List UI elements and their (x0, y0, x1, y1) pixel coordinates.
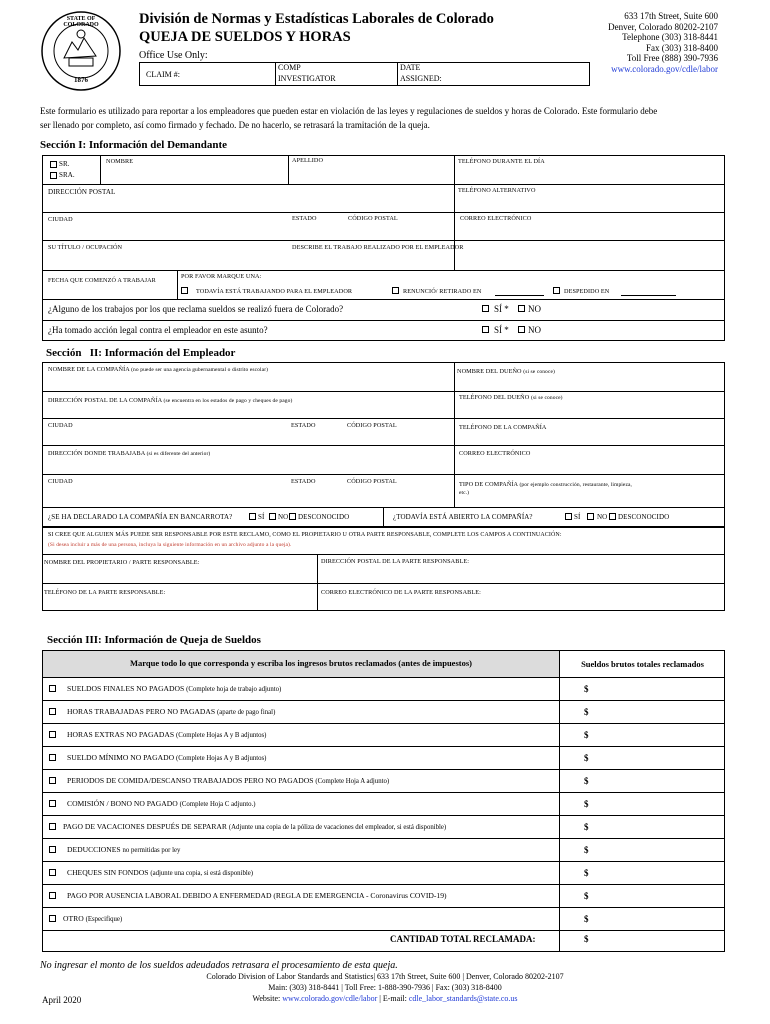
company-city-label: CIUDAD (48, 422, 73, 429)
work-address-text: DIRECCIÓN DONDE TRABAJABA (48, 450, 145, 457)
fired-label: DESPEDIDO EN (564, 288, 610, 295)
last-name-label: APELLIDO (292, 157, 324, 164)
responsible-party-note: (Si desea incluir a más de una persona, incluya la siguiente información en un archivo adjunto a la queja). (48, 542, 292, 548)
seal-text: STATE OF COLORADO (63, 16, 99, 28)
open-yes-checkbox[interactable] (565, 513, 572, 520)
company-address-note: (se encuentra en los estados de pago y cheques de pago) (163, 398, 293, 404)
gross-wages-header: Sueldos brutos totales reclamados (581, 659, 704, 669)
wage-item-checkbox[interactable] (49, 731, 56, 738)
owner-phone-note: (si se conoce) (530, 395, 563, 401)
address-line1: 633 17th Street, Suite 600 (624, 11, 718, 21)
wage-amount-field[interactable]: $ (584, 799, 589, 809)
wage-item-title: OTRO (63, 914, 84, 923)
date-label: DATE (400, 63, 421, 72)
bankruptcy-no-checkbox[interactable] (269, 513, 276, 520)
wage-item-title: SUELDOS FINALES NO PAGADOS (67, 684, 185, 693)
quit-checkbox[interactable] (392, 287, 399, 294)
company-zip-label: CÓDIGO POSTAL (347, 422, 397, 429)
still-open-question: ¿TODAVÍA ESTÁ ABIERTO LA COMPAÑÍA? (393, 513, 533, 521)
fired-checkbox[interactable] (553, 287, 560, 294)
wage-item-checkbox[interactable] (49, 754, 56, 761)
telephone: Telephone (303) 318-8441 (622, 32, 718, 42)
responsible-phone-label: TELÉFONO DE LA PARTE RESPONSABLE: (44, 589, 166, 596)
total-claimed-label: CANTIDAD TOTAL RECLAMADA: (390, 934, 536, 944)
wage-item-checkbox[interactable] (49, 800, 56, 807)
bankruptcy-unknown-label: DESCONOCIDO (298, 513, 350, 521)
responsible-party-table (42, 527, 725, 611)
email-label-footer: | E-mail: (379, 994, 407, 1003)
wage-amount-field[interactable]: $ (584, 914, 589, 924)
fired-date-line[interactable] (621, 295, 676, 296)
wage-table-header-text: Marque todo lo que corresponda y escriba los ingresos brutos reclamados (antes de impuestos) (130, 658, 472, 668)
section2-title: Sección II: Información del Empleador (46, 347, 236, 359)
wage-amount-field[interactable]: $ (584, 845, 589, 855)
owner-name-note: (si se conoce) (523, 369, 555, 375)
wage-item-note: (Complete hoja de trabajo adjunto) (186, 686, 282, 693)
q2-no-label: NO (528, 325, 541, 335)
company-address-label (48, 397, 292, 404)
office-use-label: Office Use Only: (139, 50, 208, 61)
q1-no-checkbox[interactable] (518, 305, 525, 312)
responsible-name-label: NOMBRE DEL PROPIETARIO / PARTE RESPONSABLE: (44, 559, 200, 566)
wage-item-checkbox[interactable] (49, 846, 56, 853)
work-description-label: DESCRIBE EL TRABAJO REALIZADO POR EL EMPLEADOR (292, 244, 464, 251)
wage-amount-field[interactable]: $ (584, 822, 589, 832)
company-city-label-2: CIUDAD (48, 478, 73, 485)
wage-item-title: COMISIÓN / BONO NO PAGADO (67, 799, 178, 808)
legal-action-question: ¿Ha tomado acción legal contra el empleador en este asunto? (48, 325, 268, 335)
wage-item-label (67, 891, 447, 900)
wage-item-label (63, 914, 122, 923)
wage-item-note: (Adjunte una copia de la póliza de vacaciones del empleador, si está disponible) (228, 824, 447, 831)
toll-free: Toll Free (888) 390-7936 (626, 53, 718, 63)
company-name-note: (no puede ser una agencia gubernamental o distrito escolar) (131, 367, 269, 373)
company-state-label: ESTADO (291, 422, 316, 429)
wage-item-title: PAGO DE VACACIONES DESPUÉS DE SEPARAR (63, 822, 227, 831)
footer-web (0, 994, 770, 1003)
wage-amount-field[interactable]: $ (584, 776, 589, 786)
wage-item-title: PERIODOS DE COMIDA/DESCANSO TRABAJADOS PERO NO PAGADOS (67, 776, 314, 785)
still-working-checkbox[interactable] (181, 287, 188, 294)
start-date-label: FECHA QUE COMENZÓ A TRABAJAR (48, 277, 156, 284)
wage-item-note: (aparte de pago final) (217, 709, 276, 716)
footer-email-link[interactable]: cdle_labor_standards@state.co.us (408, 994, 518, 1003)
assigned-label: ASSIGNED: (400, 74, 442, 83)
footer-phones: Main: (303) 318-8441 | Toll Free: 1-888-390-7936 | Fax: (303) 318-8400 (268, 983, 502, 992)
bankruptcy-yes-label: SÍ (258, 513, 265, 521)
wage-item-label (67, 776, 389, 785)
wage-row-divider (42, 861, 725, 862)
wage-item-note: (Complete Hoja C adjunto.) (179, 801, 256, 808)
q2-no-checkbox[interactable] (518, 326, 525, 333)
wage-amount-field[interactable]: $ (584, 730, 589, 740)
open-unknown-checkbox[interactable] (609, 513, 616, 520)
open-unknown-label: DESCONOCIDO (618, 513, 670, 521)
wage-amount-field[interactable]: $ (584, 684, 589, 694)
wage-row-divider (42, 884, 725, 885)
q2-yes-checkbox[interactable] (482, 326, 489, 333)
wage-item-note: (Complete Hojas A y B adjuntos) (176, 732, 267, 739)
responsible-address-label: DIRECCIÓN POSTAL DE LA PARTE RESPONSABLE: (321, 558, 470, 565)
wage-item-checkbox[interactable] (49, 823, 56, 830)
q1-yes-checkbox[interactable] (482, 305, 489, 312)
wage-item-note: (Complete Hojas A y B adjuntos) (176, 755, 267, 762)
form-title-line2: QUEJA DE SUELDOS Y HORAS (139, 29, 351, 45)
wage-amount-field[interactable]: $ (584, 891, 589, 901)
fax: Fax (303) 318-8400 (646, 42, 718, 53)
open-no-label: NO (597, 513, 608, 521)
owner-phone-text: TELÉFONO DEL DUEÑO (459, 394, 530, 401)
wage-item-label (63, 822, 446, 831)
wage-item-checkbox[interactable] (49, 685, 56, 692)
company-name-label (48, 366, 268, 373)
owner-phone-label (459, 394, 563, 401)
bankruptcy-question: ¿SE HA DECLARADO LA COMPAÑÍA EN BANCARROTA? (48, 513, 233, 521)
wage-item-label (67, 707, 275, 716)
bankruptcy-yes-checkbox[interactable] (249, 513, 256, 520)
sr-label: SR. (59, 160, 70, 168)
wage-row-divider (42, 769, 725, 770)
wage-item-title: HORAS TRABAJADAS PERO NO PAGADAS (67, 707, 216, 716)
wage-item-checkbox[interactable] (49, 777, 56, 784)
agency-address (608, 11, 718, 74)
open-yes-label: SÍ (574, 513, 581, 521)
wage-item-title: HORAS EXTRAS NO PAGADAS (67, 730, 175, 739)
address-line2: Denver, Colorado 80202-2107 (608, 21, 718, 32)
email-label: CORREO ELECTRÓNICO (460, 215, 532, 222)
open-no-checkbox[interactable] (587, 513, 594, 520)
state-seal (40, 10, 122, 92)
company-type-note: (por ejemplo construcción, restaurante, limpieza, (519, 482, 633, 488)
office-use-table (139, 62, 590, 86)
work-address-note: (si es diferente del anterior) (146, 451, 211, 457)
first-name-label: NOMBRE (106, 158, 134, 165)
wage-item-checkbox[interactable] (49, 869, 56, 876)
zip-label: CÓDIGO POSTAL (348, 215, 398, 222)
company-address-text: DIRECCIÓN POSTAL DE LA COMPAÑÍA (48, 397, 162, 404)
company-email-label: CORREO ELECTRÓNICO (459, 450, 531, 457)
alt-phone-label: TELÉFONO ALTERNATIVO (458, 187, 536, 194)
wage-row-divider (42, 907, 725, 908)
owner-name-text: NOMBRE DEL DUEÑO (457, 368, 522, 375)
wage-item-label (67, 845, 180, 854)
total-dollar: $ (584, 934, 589, 944)
company-type-label (459, 481, 632, 488)
wage-item-note: (adjunte una copia, si está disponible) (150, 870, 254, 877)
footer-note: No ingresar el monto de los sueldos adeudados retrasara el procesamiento de esta queja. (40, 960, 398, 971)
still-working-label: TODAVÍA ESTÁ TRABAJANDO PARA EL EMPLEADOR (196, 288, 353, 295)
section3-title: Sección III: Información de Queja de Sueldos (47, 634, 261, 646)
wage-item-title: DEDUCCIONES (67, 845, 121, 854)
wage-item-note: (Complete Hoja A adjunto) (315, 778, 390, 785)
quit-label: RENUNCIÓ/ RETIRADO EN (403, 288, 482, 295)
company-type-text: TIPO DE COMPAÑÍA (459, 481, 518, 488)
wage-item-label (67, 730, 266, 739)
mark-one-label: POR FAVOR MARQUE UNA: (181, 273, 262, 280)
wage-row-divider (42, 746, 725, 747)
wage-row-divider (42, 838, 725, 839)
responsible-email-label: CORREO ELECTRÓNICO DE LA PARTE RESPONSABLE: (321, 589, 481, 596)
wage-amount-field[interactable]: $ (584, 707, 589, 717)
footer-website-link[interactable]: www.colorado.gov/cdle/labor (282, 994, 378, 1003)
bankruptcy-unknown-checkbox[interactable] (289, 513, 296, 520)
sr-checkbox[interactable] (50, 161, 57, 168)
wage-amount-field[interactable]: $ (584, 868, 589, 878)
section1-title: Sección I: Información del Demandante (40, 139, 227, 151)
wage-row-divider (42, 723, 725, 724)
wage-item-label (67, 868, 253, 877)
q2-yes-label: SÍ * (494, 325, 509, 335)
city-label: CIUDAD (48, 216, 73, 223)
bankruptcy-no-label: NO (278, 513, 289, 521)
wage-item-title: PAGO POR AUSENCIA LABORAL DEBIDO A ENFERMEDAD (REGLA DE EMERGENCIA - Coronavirus COVID-19) (67, 891, 447, 900)
state-label: ESTADO (292, 215, 317, 222)
form-title-line1: División de Normas y Estadísticas Laborales de Colorado (139, 11, 494, 27)
wage-row-divider (42, 815, 725, 816)
company-zip-label-2: CÓDIGO POSTAL (347, 478, 397, 485)
quit-date-line[interactable] (495, 295, 544, 296)
intro-paragraph: Este formulario es utilizado para reportar a los empleadores que pueden estar en violación de las leyes y regulaciones de sueldos y horas de Colorado. Este formulario debe ser llenado por completo, así como firmado y fechado. De no hacerlo, se retrasará la tramitación de la queja. (40, 106, 658, 130)
website-label: Website: (252, 994, 281, 1003)
wage-item-note: no permitidas por ley (122, 847, 181, 854)
wage-item-note: (Especifique) (85, 916, 123, 923)
wage-row-divider (42, 700, 725, 701)
wage-item-label (67, 684, 281, 693)
wage-row-divider (42, 930, 725, 931)
website-link[interactable]: www.colorado.gov/cdle/labor (611, 63, 718, 74)
company-type-note-2: etc.) (459, 490, 470, 496)
company-state-label-2: ESTADO (291, 478, 316, 485)
wage-item-title: CHEQUES SIN FONDOS (67, 868, 149, 877)
mailing-address-label: DIRECCIÓN POSTAL (48, 188, 116, 196)
wage-item-checkbox[interactable] (49, 892, 56, 899)
outside-colorado-question: ¿Alguno de los trabajos por los que reclama sueldos se realizó fuera de Colorado? (48, 304, 344, 314)
wage-item-label (67, 799, 255, 808)
wage-item-checkbox[interactable] (49, 915, 56, 922)
wage-amount-field[interactable]: $ (584, 753, 589, 763)
company-name-text: NOMBRE DE LA COMPAÑÍA (48, 366, 130, 373)
wage-item-checkbox[interactable] (49, 708, 56, 715)
q1-no-label: NO (528, 304, 541, 314)
claim-label: CLAIM #: (146, 70, 180, 79)
seal-year: 1876 (74, 76, 88, 84)
wage-item-title: SUELDO MÍNIMO NO PAGADO (67, 753, 175, 762)
work-address-label (48, 450, 210, 457)
footer-address: Colorado Division of Labor Standards and Statistics| 633 17th Street, Suite 600 | Denver, Colorado 80202-2107 (206, 972, 564, 981)
q1-yes-label: SÍ * (494, 304, 509, 314)
occupation-label: SU TÍTULO / OCUPACIÓN (48, 244, 123, 251)
responsible-party-instructions: SI CREE QUE ALGUIEN MÁS PUEDE SER RESPONSABLE POR ESTE RECLAMO, COMO EL PROPIETARIO U OTRA PARTE RESPONSABLE, COMPLETE LOS CAMPOS A CONTINUACIÓN: (48, 532, 562, 538)
owner-name-label (457, 368, 555, 375)
wage-row-divider (42, 792, 725, 793)
day-phone-label: TELÉFONO DURANTE EL DÍA (458, 158, 545, 165)
comp-label: COMP (278, 63, 301, 72)
sra-checkbox[interactable] (50, 172, 57, 179)
company-phone-label: TELÉFONO DE LA COMPAÑÍA (459, 424, 547, 431)
sra-label: SRA. (59, 171, 75, 179)
wage-item-label (67, 753, 266, 762)
form-date: April 2020 (42, 995, 82, 1005)
investigator-label: INVESTIGATOR (278, 74, 336, 83)
